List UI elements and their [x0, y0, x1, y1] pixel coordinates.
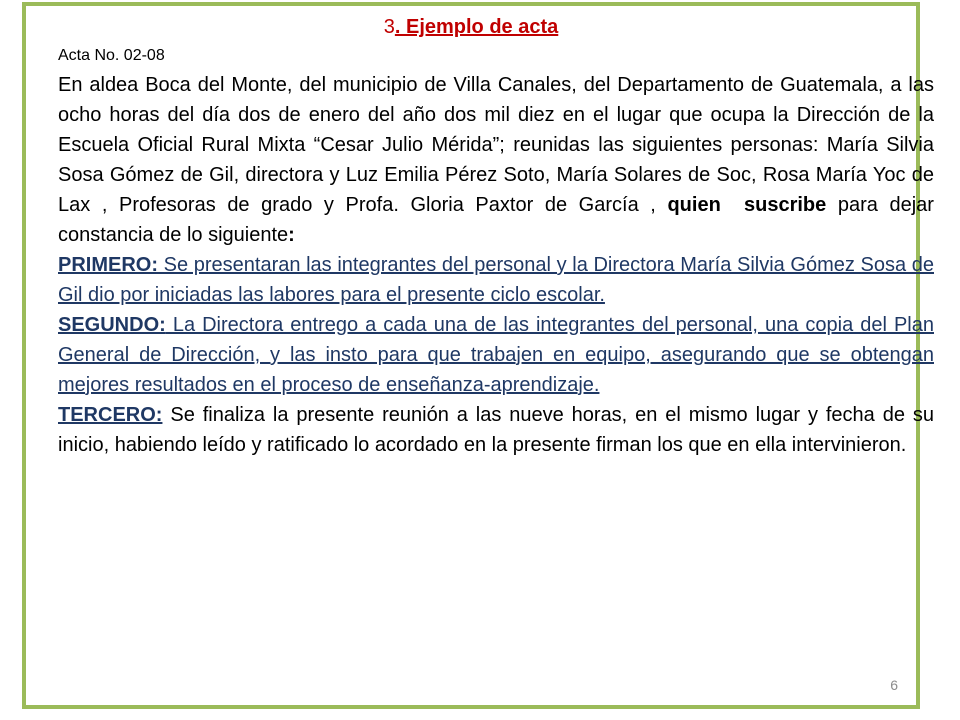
document-body	[58, 70, 934, 460]
clause-segundo-text: La Directora entrego a cada una de las integrantes del personal, una copia del Plan General de Dirección, y las insto para que trabajen en equipo, asegurando que se obtengan mejores resultados en el proceso de enseñanza-aprendizaje.	[58, 314, 934, 396]
title-number: 3	[383, 16, 395, 38]
clause-segundo-label: SEGUNDO:	[58, 314, 166, 336]
slide-title	[26, 14, 916, 40]
clause-primero	[58, 250, 934, 310]
clause-tercero	[58, 400, 934, 460]
acta-number: Acta No. 02-08	[58, 47, 165, 64]
clause-tercero-text: Se finaliza la presente reunión a las nueve horas, en el mismo lugar y fecha de su inicio, habiendo leído y ratificado lo acordado en la presente firman los que en ella intervinieron.	[58, 404, 934, 456]
intro-text-3: para dejar constancia de lo siguiente	[58, 194, 934, 246]
intro-bold-quien: quien	[667, 194, 721, 216]
intro-paragraph	[58, 70, 934, 250]
title-text: . Ejemplo de acta	[394, 16, 559, 38]
clause-segundo	[58, 310, 934, 400]
intro-bold-colon: :	[288, 224, 295, 246]
intro-text-1: En aldea Boca del Monte, del municipio de Villa Canales, del Departamento de Guatemala, a las ocho horas del día dos de enero del año dos mil diez en el lugar que ocupa la Dirección de la Escuela Oficial Rural Mixta “Cesar Julio Mérida”; reunidas las siguientes personas: María Silvia Sosa Gómez de Gil, directora y Luz Emilia Pérez Soto, María Solares de Soc, Rosa María Yoc de Lax , Profesoras de grado y Profa. Gloria Paxtor de García ,	[58, 74, 934, 216]
clause-primero-text: Se presentaran las integrantes del personal y la Directora María Silvia Gómez Sosa de Gil dio por iniciadas las labores para el presente ciclo escolar.	[58, 254, 934, 306]
intro-bold-suscribe: suscribe	[744, 194, 827, 216]
clause-primero-label: PRIMERO:	[58, 254, 158, 276]
intro-text-2	[721, 194, 744, 216]
slide-frame	[22, 2, 934, 709]
page-number: 6	[890, 677, 898, 693]
clause-tercero-label: TERCERO:	[58, 404, 163, 426]
